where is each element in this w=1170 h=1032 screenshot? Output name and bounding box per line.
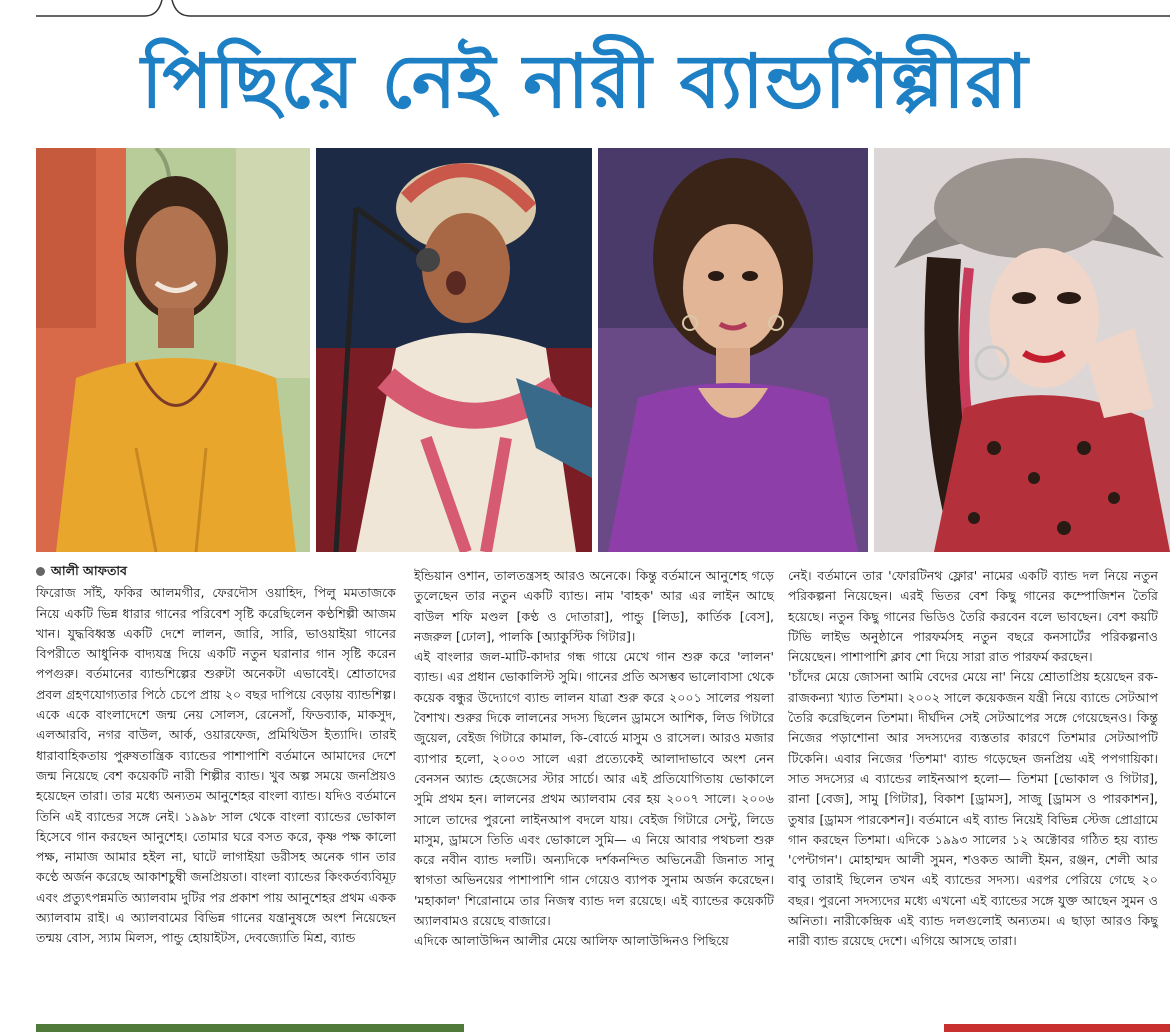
paragraph: ফিরোজ সাঁই, ফকির আলমগীর, ফেরদৌস ওয়াহিদ, পিলু মমতাজকে নিয়ে একটি ভিন্ন ধারার গানের পরিবেশ সৃষ্টি করেছিলেন কণ্ঠশিল্পী আজম খান। যুদ্ধবিধ্বস্ত একটি দেশে লালন, জারি, সারি, ভাওয়াইয়া গানের বিপরীতে আধুনিক বাদ্যযন্ত্র দিয়ে একটি নতুন ঘরানার গান সৃষ্টি করেন পপগুরু। বর্তমানের ব্যান্ডশিল্পের শুরুটা অনেকটা এভাবেই। শ্রোতাদের প্রবল গ্রহণযোগ্যতার পিঠে চেপে প্রায় ২০ বছর দাপিয়ে বেড়ায় ব্যান্ডশিল্প। একে একে বাংলাদেশে জন্ম নেয় সোলস, রেনেসাঁ, ফিডব্যাক, মাকসুদ, এলআরবি, নগর বাউল, আর্ক, ওয়ারফেজ, প্রমিথিউস ইত্যাদি। তারই ধারাবাহিকতায় পুরুষতান্ত্রিক ব্যান্ডের পাশাপাশি বর্তমানে আমাদের দেশে জন্ম নিয়েছে বেশ কয়েকটি নারী শিল্পীর ব্যান্ড। খুব অল্প সময়ে জনপ্রিয়ও হয়েছেন তারা। তার মধ্যে অন্যতম আনুশেহর বাংলা ব্যান্ড। যদিও বর্তমানে তিনি এই ব্যান্ডের সঙ্গে নেই। ১৯৯৮ সাল থেকে বাংলা ব্যান্ডের ভোকাল হিসেবে গান করছেন আনুশেহ। তোমার ঘরে বসত করে, কৃষ্ণ পক্ষ কালো পক্ষ, নামাজ আমার হইল না, ঘাটে লাগাইয়া ডরীসহ অনেক গান তার কণ্ঠে অর্জন করেছে আকাশচুম্বী জনপ্রিয়তা। বাংলা ব্যান্ডের কিংকর্তব্যবিমূঢ় এবং প্রত্যুৎপন্নমতি অ্যালবাম দুটির পর প্রকাশ পায় আনুশেহর প্রথম একক অ্যালবাম রাই। এ অ্যালবামের বিভিন্ন গানের যন্ত্রানুষঙ্গে অংশ নিয়েছেন তন্ময় বোস, স্যাম মিলস, পান্ডু হোয়াইটস, দেবজ্যোতি মিশ্র, ব্যান্ড (36, 585, 396, 946)
bottom-photo-strip (36, 1024, 464, 1032)
article-column-1 (36, 561, 396, 949)
bottom-banner-strip (944, 1024, 1170, 1032)
byline (36, 561, 396, 581)
article-column-3 (788, 566, 1158, 952)
paragraph: 'চাঁদের মেয়ে জোসনা আমি বেদের মেয়ে না' নিয়ে শ্রোতাপ্রিয় হয়েছেন রক-রাজকন্যা খ্যাত তিশমা। ২০০২ সালে কয়েকজন যন্ত্রী নিয়ে ব্যান্ডে সেটআপ তৈরি করেছিলেন তিশমা। দীর্ঘদিন সেই সেটআপের সঙ্গে গেয়েছেনও। কিন্তু নিজের পড়াশোনা আর সদস্যদের ব্যস্ততার কারণে তিশমার সেটআপটি টিকেনি। এবার নিজের 'তিশমা' ব্যান্ড গড়েছেন জনপ্রিয় এই পপগায়িকা। সাত সদস্যের এ ব্যান্ডের লাইনআপ হলো— তিশমা [ভোকাল ও গিটার], রানা [বেজ], সামু [গিটার], বিকাশ [ড্রামস], সাজু [ড্রামস ও পারকাশন], তুষার [ড্রামস পারকেশন]। বর্তমানে এই ব্যান্ড নিয়েই বিভিন্ন স্টেজ প্রোগ্রামে গান করছেন তিশমা। এদিকে ১৯৯৩ সালের ১২ অক্টোবর গঠিত হয় ব্যান্ড 'পেন্টাগন'। মোহাম্মদ আলী সুমন, শওকত আলী ইমন, রঞ্জন, শেলী আর বাবু তারাই ছিলেন তখন এই ব্যান্ডের সদস্য। এরপর পেরিয়ে গেছে ২০ বছর। পুরনো সদস্যদের মধ্যে এখনো এই ব্যান্ডের সঙ্গে যুক্ত আছেন সুমন ও অনিতা। নারীকেন্দ্রিক এই ব্যান্ড দলগুলোই অন্যতম। এ ছাড়া আরও কিছু নারী ব্যান্ড রয়েছে দেশে। এগিয়ে আসছে তারা। (788, 669, 1158, 949)
paragraph: নেই। বর্তমানে তার 'ফোরটিনথ ফ্লোর' নামের একটি ব্যান্ড দল নিয়ে নতুন পরিকল্পনা নিয়েছেন। এরই ভিতর বেশ কিছু গানের কম্পোজিশন তৈরি হয়েছে। নতুন কিছু গানের ভিডিও তৈরি করবেন বলে ভাবছেন। বেশ কয়টি টিভি লাইভ অনুষ্ঠানে পারফর্মসহ নতুন বছরে কনসার্টের পরিকল্পনাও নিয়েছেন। পাশাপাশি ক্লাব শো দিয়ে সারা রাত পারফর্ম করছেন। (788, 568, 1158, 665)
page-top-frame (0, 0, 1170, 18)
paragraph: এদিকে আলাউদ্দিন আলীর মেয়ে আলিফ আলাউদ্দিনও পিছিয়ে (414, 933, 729, 949)
article-column-2 (414, 566, 774, 952)
photo-woman-hat (874, 148, 1170, 552)
photo-singer-microphone (316, 148, 592, 552)
author-name: আলী আফতাব (51, 563, 128, 578)
photo-woman-purple-dress (598, 148, 868, 552)
photo-anusheh (36, 148, 310, 552)
bullet-icon (36, 567, 45, 576)
headline: পিছিয়ে নেই নারী ব্যান্ডশিল্পীরা (141, 39, 1029, 125)
paragraph: এই বাংলার জল-মাটি-কাদার গন্ধ গায়ে মেখে গান শুরু করে 'লালন' ব্যান্ড। এর প্রধান ভোকালিস্ট সুমি। গানের প্রতি অসম্ভব ভালোবাসা থেকে কয়েক বন্ধুর উদ্যোগে ব্যান্ড লালন যাত্রা শুরু করে ২০০১ সালের পয়লা বৈশাখ। শুরুর দিকে লালনের সদস্য ছিলেন ড্রামসে আশিক, লিড গিটারে জুয়েল, বেইজ গিটারে কামাল, কি-বোর্ডে মাসুম ও রাসেল। আরও মজার ব্যাপার হলো, ২০০৩ সালে এরা প্রত্যেকেই আলাদাভাবে অংশ নেন বেনসন অ্যান্ড হেজেসের স্টার সার্চে। আর এই প্রতিযোগিতায় ভোকালে সুমি প্রথম হন। লালনের প্রথম অ্যালবাম বের হয় ২০০৭ সালে। ২০০৬ সালে তাদের পুরনো লাইনআপ বদলে যায়। বেইজ গিটারে সেন্টু, লিডে মাসুম, ড্রামসে তিতি এবং ভোকালে সুমি— এ নিয়ে আবার পথচলা শুরু করে নবীন ব্যান্ড দলটি। অন্যদিকে দর্শকনন্দিত অভিনেত্রী জিনাত সানু স্বাগতা অভিনয়ের পাশাপাশি গান গেয়েও ব্যাপক সুনাম অর্জন করেছেন। 'মহাকাল' শিরোনামে তার নিজস্ব ব্যান্ড দল রয়েছে। এই ব্যান্ডের কয়েকটি অ্যালবামও রয়েছে বাজারে। (414, 649, 774, 929)
paragraph: ইন্ডিয়ান ওশান, তালতন্ত্রসহ আরও অনেকে। কিন্তু বর্তমানে আনুশেহ গড়ে তুলেছেন তার নতুন একটি ব্যান্ড। নাম 'বাহক' আর এর লাইন আছে বাউল শফি মণ্ডল [কণ্ঠ ও দোতারা], পান্ডু [লিড], কার্তিক [বেস], নজরুল [ঢোল], পালকি [অ্যাকুস্টিক গিটার]। (414, 568, 774, 644)
